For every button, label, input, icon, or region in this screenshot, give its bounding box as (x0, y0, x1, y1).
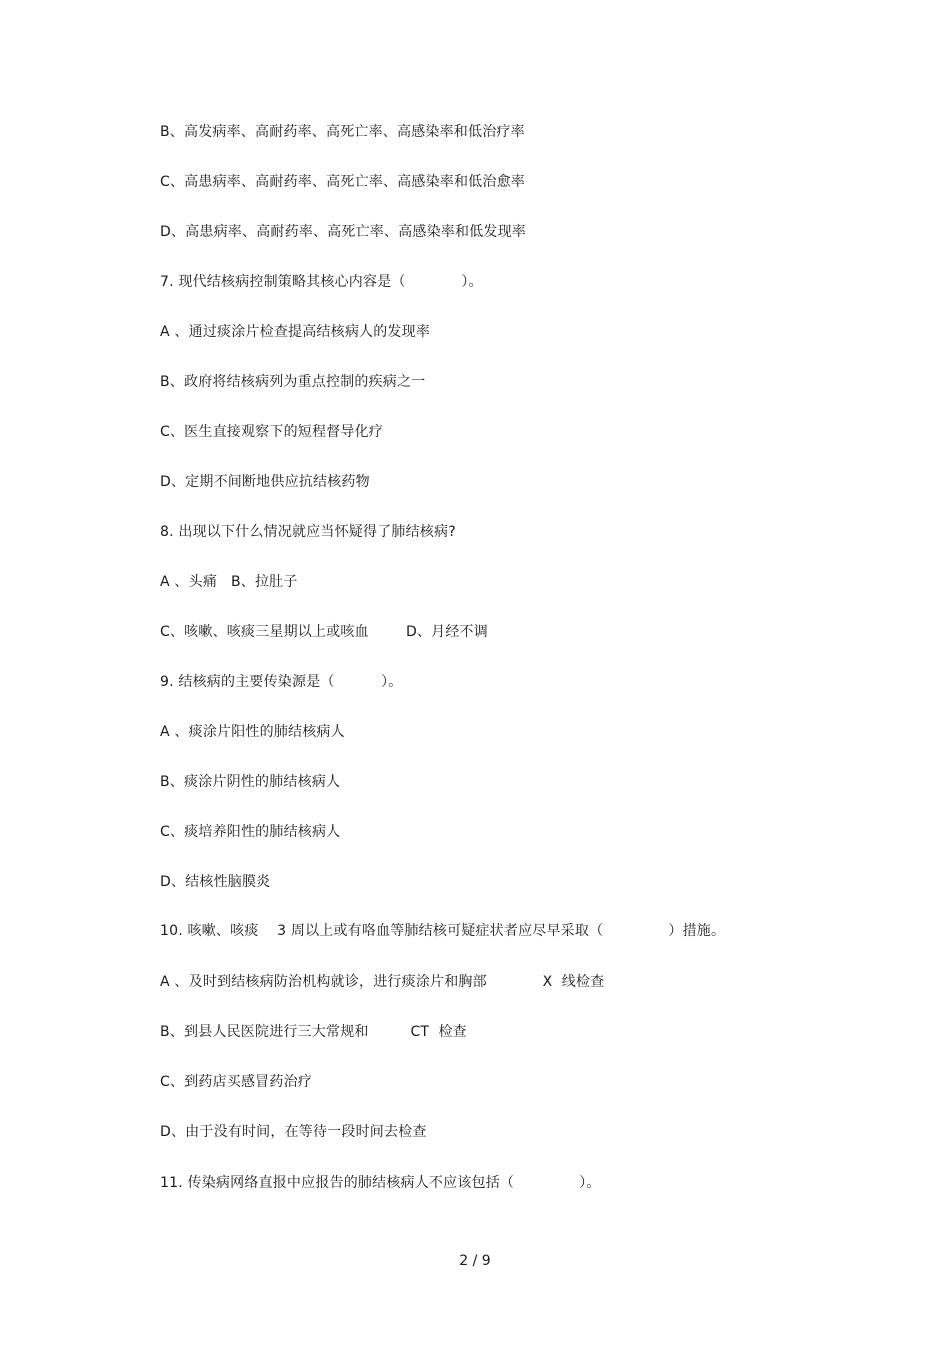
option-line: B、高发病率、高耐药率、高死亡率、高感染率和低治疗率 (160, 124, 525, 140)
option-line: B、政府将结核病列为重点控制的疾病之一 (160, 374, 426, 390)
page-number: 2 / 9 (459, 1253, 491, 1269)
option-line: C、高患病率、高耐药率、高死亡率、高感染率和低治愈率 (160, 174, 525, 190)
option-line: D、结核性脑膜炎 (160, 874, 271, 890)
question-line: 8. 出现以下什么情况就应当怀疑得了肺结核病? (160, 524, 456, 540)
option-line: C、咳嗽、咳痰三星期以上或咳血 D、月经不调 (160, 624, 488, 640)
question-line: 7. 现代结核病控制策略其核心内容是（ ）。 (160, 274, 483, 290)
question-line: 11. 传染病网络直报中应报告的肺结核病人不应该包括（ ）。 (160, 1175, 601, 1191)
option-line: C、医生直接观察下的短程督导化疗 (160, 424, 383, 440)
question-line: 10. 咳嗽、咳痰 3 周以上或有咯血等肺结核可疑症状者应尽早采取（ ）措施。 (160, 923, 726, 939)
question-line: 9. 结核病的主要传染源是（ ）。 (160, 674, 403, 690)
option-line: D、定期不间断地供应抗结核药物 (160, 474, 370, 490)
option-line: C、痰培养阳性的肺结核病人 (160, 824, 341, 840)
option-line: A 、及时到结核病防治机构就诊，进行痰涂片和胸部 X 线检查 (160, 974, 605, 990)
option-line: A 、通过痰涂片检查提高结核病人的发现率 (160, 324, 431, 340)
option-line: C、到药店买感冒药治疗 (160, 1074, 312, 1090)
option-line: A 、头痛 B、拉肚子 (160, 574, 298, 590)
option-line: A 、痰涂片阳性的肺结核病人 (160, 724, 345, 740)
option-line: B、痰涂片阴性的肺结核病人 (160, 774, 341, 790)
option-line: B、到县人民医院进行三大常规和 CT 检查 (160, 1024, 467, 1040)
option-line: D、高患病率、高耐药率、高死亡率、高感染率和低发现率 (160, 224, 526, 240)
option-line: D、由于没有时间，在等待一段时间去检查 (160, 1124, 427, 1140)
